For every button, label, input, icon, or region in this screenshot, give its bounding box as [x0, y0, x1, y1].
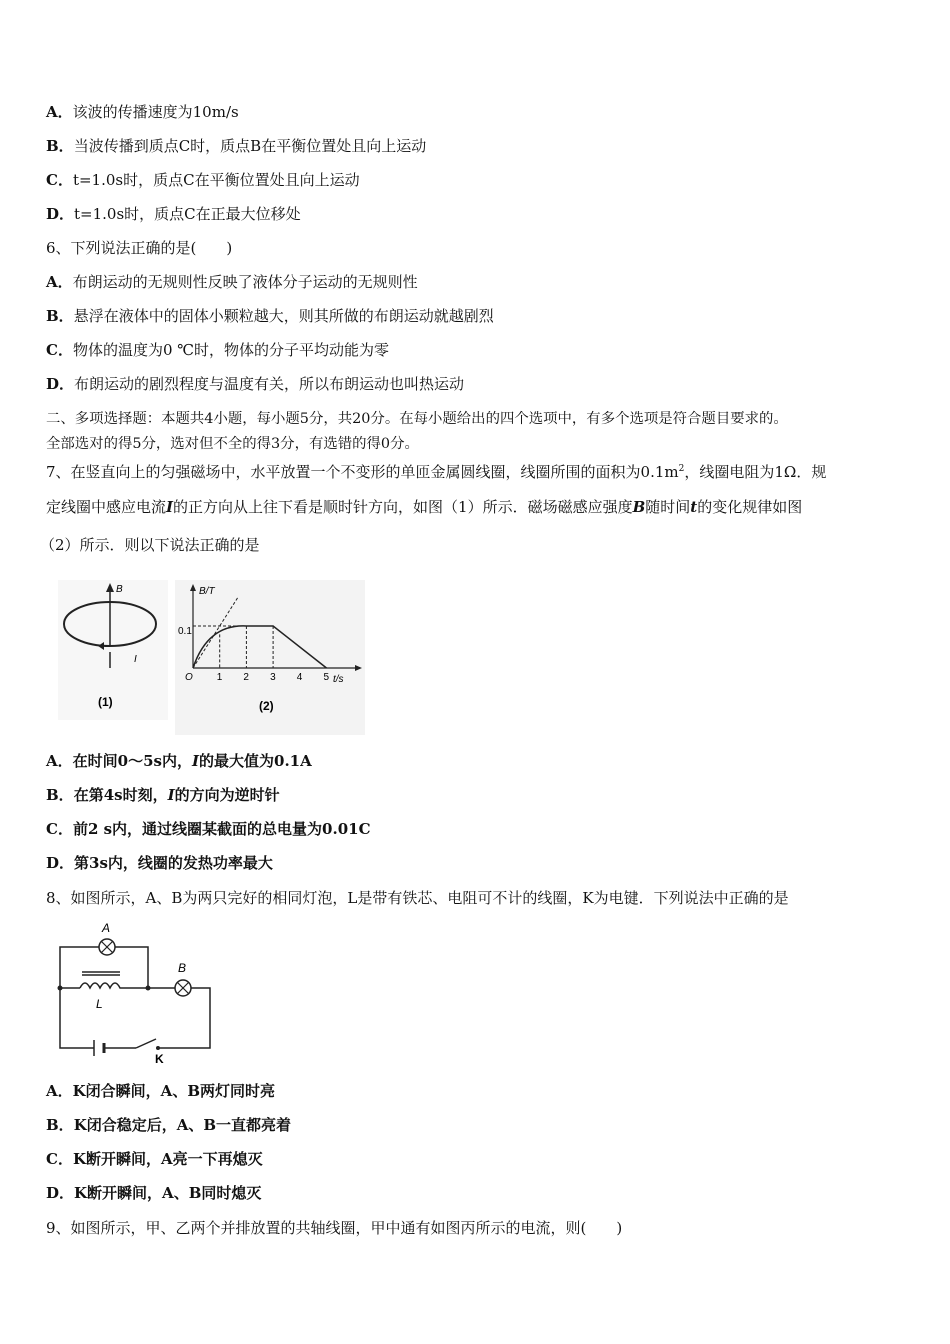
q5-option-d: D．t=1.0s时，质点C在正最大位移处 [46, 205, 301, 223]
section2-instructions-line1: 二、多项选择题：本题共4小题，每小题5分，共20分。在每小题给出的四个选项中，有多个选项是符合题目要求的。 [46, 411, 788, 427]
coil-l-label: L [96, 997, 103, 1011]
q6-option-d: D．布朗运动的剧烈程度与温度有关，所以布朗运动也叫热运动 [46, 375, 465, 393]
wire-right [158, 988, 210, 1048]
x-tick-label: 5 [323, 672, 330, 683]
x-tick-label: 4 [296, 672, 303, 683]
q7-option-d: D．第3s内，线圈的发热功率最大 [46, 854, 273, 872]
wire-top-right [112, 947, 148, 988]
figure-background [58, 580, 168, 720]
fig1-b-label: B [116, 584, 123, 595]
q8-stem: 8、如图所示，A、B为两只完好的相同灯泡，L是带有铁芯、电阻可不计的线圈，K为电键．下列说法中正确的是 [46, 889, 789, 907]
q9-stem: 9、如图所示，甲、乙两个并排放置的共轴线圈，甲中通有如图丙所示的电流，则( ) [46, 1219, 623, 1237]
q5-option-c: C．t=1.0s时，质点C在平衡位置处且向上运动 [46, 171, 360, 189]
switch-k-icon [136, 1039, 156, 1048]
section2-instructions-line2: 全部选对的得5分，选对但不全的得3分，有选错的得0分。 [46, 436, 419, 452]
x-tick-label: 3 [270, 672, 276, 683]
q7-figure-1 [58, 580, 168, 720]
q7-figure-2-chart [175, 580, 365, 735]
switch-k-label: K [155, 1052, 164, 1065]
lamp-b-label: B [178, 961, 187, 975]
x-axis-label: t/s [333, 674, 344, 685]
q8-option-a: A．K闭合瞬间，A、B两灯同时亮 [46, 1082, 275, 1100]
q6-option-a: A．布朗运动的无规则性反映了液体分子运动的无规则性 [46, 273, 418, 291]
wire-top-left [60, 947, 102, 988]
switch-contact [156, 1046, 160, 1050]
q7-option-b: B．在第4s时刻，I的方向为逆时针 [46, 786, 280, 804]
fig1-caption: (1) [98, 695, 113, 709]
q6-option-c: C．物体的温度为0 ℃时，物体的分子平均动能为零 [46, 341, 390, 359]
x-tick-label: 2 [243, 672, 249, 683]
q8-option-d: D．K断开瞬间，A、B同时熄灭 [46, 1184, 262, 1202]
q8-option-c: C．K断开瞬间，A亮一下再熄灭 [46, 1150, 263, 1168]
q8-option-b: B．K闭合稳定后，A、B一直都亮着 [46, 1116, 292, 1134]
q5-option-b: B．当波传播到质点C时，质点B在平衡位置处且向上运动 [46, 137, 427, 155]
q8-circuit-diagram [50, 920, 220, 1065]
q7-option-a: A．在时间0～5s内，I的最大值为0.1A [46, 752, 312, 770]
q7-option-c: C．前2 s内，通过线圈某截面的总电量为0.01C [46, 820, 371, 838]
y-axis-label: B/T [199, 586, 215, 597]
wire-left [60, 988, 94, 1048]
q7-stem-line1: 7、在竖直向上的匀强磁场中，水平放置一个不变形的单匝金属圆线圈，线圈所围的面积为$0.1m^2$，线圈电阻为1Ω．规 [46, 463, 827, 481]
junction-dot [58, 986, 63, 991]
fig1-i-label: I [134, 654, 137, 665]
q5-option-a: A．该波的传播速度为10m/s [46, 103, 239, 121]
lamp-a-label: A [102, 921, 111, 935]
q6-option-b: B．悬浮在液体中的固体小颗粒越大，则其所做的布朗运动就越剧烈 [46, 307, 494, 325]
q7-stem-line2: 定线圈中感应电流I的正方向从上往下看是顺时针方向，如图（1）所示．磁场磁感应强度B随时间t的变化规律如图 [46, 498, 803, 516]
junction-dot [146, 986, 151, 991]
coil-l-icon [80, 983, 124, 988]
y-tick-label: 0.1 [178, 626, 192, 637]
x-tick-label: 1 [216, 672, 223, 683]
fig2-caption: (2) [259, 699, 274, 713]
origin-label: O [185, 672, 193, 683]
q6-stem: 6、下列说法正确的是( ) [46, 239, 233, 257]
q7-stem-line3: （2）所示．则以下说法正确的是 [40, 536, 260, 554]
